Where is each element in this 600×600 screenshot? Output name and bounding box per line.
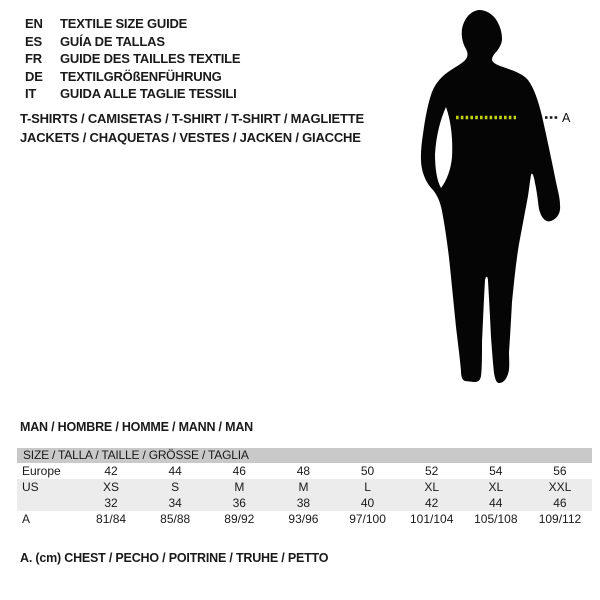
cell: 48: [296, 464, 311, 478]
lang-row-fr: [25, 50, 240, 68]
cell: 89/92: [224, 512, 255, 526]
lang-row-de: [25, 68, 240, 86]
lang-code: FR: [25, 51, 42, 66]
cell: M: [234, 480, 245, 494]
cell: 40: [360, 496, 375, 510]
table-row-us-numeric: [17, 495, 592, 511]
cell: 42: [104, 464, 118, 478]
cell: 46: [553, 496, 567, 510]
cell: 56: [553, 464, 567, 478]
cell: 44: [168, 464, 182, 478]
row-label: Europe: [22, 464, 61, 478]
category-jackets: JACKETS / CHAQUETAS / VESTES / JACKEN / GIACCHE: [20, 130, 361, 145]
lang-label: GUIDA ALLE TAGLIE TESSILI: [60, 86, 237, 101]
cell: 81/84: [96, 512, 127, 526]
lang-code: EN: [25, 16, 43, 31]
cell: XS: [103, 480, 120, 494]
cell: L: [364, 480, 371, 494]
cell: 34: [168, 496, 182, 510]
section-title: MAN / HOMBRE / HOMME / MANN / MAN: [20, 420, 253, 434]
language-list: [25, 15, 240, 103]
man-silhouette-figure: [395, 0, 600, 410]
lang-row-en: [25, 15, 240, 33]
cell: 54: [489, 464, 503, 478]
cell: M: [298, 480, 309, 494]
lang-label: TEXTILE SIZE GUIDE: [60, 16, 188, 31]
cell: XL: [424, 480, 440, 494]
garment-categories: [20, 109, 364, 147]
cell: 46: [232, 464, 246, 478]
cell: 85/88: [160, 512, 191, 526]
lang-row-it: [25, 85, 240, 103]
cell: 44: [489, 496, 503, 510]
cell: 93/96: [288, 512, 319, 526]
row-label: [17, 495, 79, 511]
cell: 36: [232, 496, 246, 510]
lang-row-es: [25, 33, 240, 51]
lang-label: TEXTILGRÖßENFÜHRUNG: [60, 68, 222, 84]
lang-code: IT: [25, 86, 37, 101]
lang-label: GUÍA DE TALLAS: [60, 33, 165, 49]
size-table: [17, 448, 592, 527]
row-label: US: [22, 480, 39, 494]
cell: 50: [360, 464, 375, 478]
cell: XXL: [548, 480, 572, 494]
category-tshirts: T-SHIRTS / CAMISETAS / T-SHIRT / T-SHIRT / MAGLIETTE: [20, 111, 364, 126]
measurement-footnote: A. (cm) CHEST / PECHO / POITRINE / TRUHE / PETTO: [20, 551, 329, 565]
table-row-europe: [17, 463, 592, 479]
cell: 97/100: [349, 512, 386, 526]
table-header: SIZE / TALLA / TAILLE / GRÖSSE / TAGLIA: [17, 448, 592, 463]
cell: 109/112: [538, 512, 582, 526]
cell: 42: [425, 496, 439, 510]
measure-label-a: A: [562, 111, 571, 125]
cell: S: [171, 480, 180, 494]
cell: 32: [104, 496, 118, 510]
row-label: A: [22, 512, 31, 526]
lang-code: DE: [25, 68, 43, 84]
man-silhouette-shape: [421, 10, 560, 383]
cell: 52: [425, 464, 439, 478]
cell: 38: [296, 496, 311, 510]
lang-label: GUIDE DES TAILLES TEXTILE: [60, 51, 241, 66]
cell: 105/108: [474, 512, 518, 526]
lang-code: ES: [25, 33, 42, 49]
cell: XL: [488, 480, 504, 494]
cell: 101/104: [409, 512, 454, 526]
table-row-us-letters: [17, 479, 592, 495]
table-row-chest-cm: [17, 511, 592, 527]
